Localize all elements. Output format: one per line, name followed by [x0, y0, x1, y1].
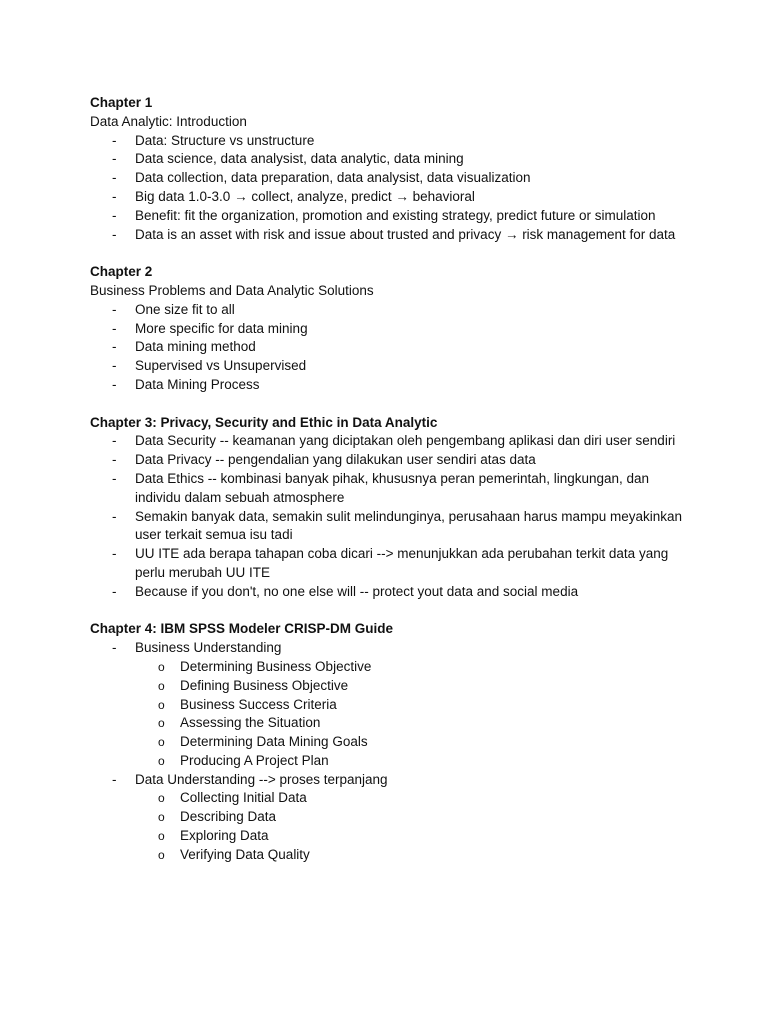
sub-list-item-text: Determining Business Objective [180, 658, 372, 674]
list-item [90, 320, 690, 339]
list-item-text: Data Understanding --> proses terpanjang [135, 771, 388, 787]
sub-list-item-text: Defining Business Objective [180, 677, 349, 693]
chapter-4-list [90, 639, 690, 865]
list-item-text: Data mining method [135, 339, 256, 355]
chapter-4-heading: Chapter 4: IBM SPSS Modeler CRISP-DM Guide [90, 621, 394, 637]
list-item-data-understanding [90, 771, 690, 865]
list-item-text: Big data 1.0-3.0 → collect, analyze, predict → behavioral [135, 188, 475, 204]
sub-list-item [135, 789, 690, 808]
sub-list-item [135, 733, 690, 752]
business-understanding-sublist [135, 658, 690, 771]
list-item-text: Data Ethics -- kombinasi banyak pihak, khususnya peran pemerintah, lingkungan, dan individu dalam sebuah atmosphere [135, 470, 650, 505]
list-item [90, 150, 690, 169]
circle-bullet: o [158, 659, 165, 674]
sub-list-item-text: Exploring Data [180, 828, 269, 844]
sub-list-item [135, 658, 690, 677]
dash-bullet: - [112, 508, 117, 524]
list-item-text: Data Security -- keamanan yang diciptakan oleh pengembang aplikasi dan diri user sendiri [135, 433, 676, 449]
list-item [90, 432, 690, 451]
dash-bullet: - [112, 226, 117, 242]
sub-list-item [135, 677, 690, 696]
list-item [90, 451, 690, 470]
document-page [90, 94, 690, 883]
list-item [90, 132, 690, 151]
list-item [90, 508, 690, 546]
dash-bullet: - [112, 132, 117, 148]
dash-bullet: - [112, 546, 117, 562]
chapter-2-subtitle: Business Problems and Data Analytic Solutions [90, 282, 374, 298]
list-item [90, 226, 690, 245]
sub-list-item [135, 808, 690, 827]
circle-bullet: o [158, 791, 165, 806]
list-item-text: Data Mining Process [135, 376, 260, 392]
chapter-3-heading: Chapter 3: Privacy, Security and Ethic in Data Analytic [90, 414, 438, 430]
list-item-text: Benefit: fit the organization, promotion and existing strategy, predict future or simulation [135, 207, 656, 223]
chapter-2-list [90, 301, 690, 395]
sub-list-item-text: Assessing the Situation [180, 715, 321, 731]
dash-bullet: - [112, 452, 117, 468]
circle-bullet: o [158, 829, 165, 844]
dash-bullet: - [112, 170, 117, 186]
list-item-text: Data Privacy -- pengendalian yang dilakukan user sendiri atas data [135, 452, 536, 468]
dash-bullet: - [112, 376, 117, 392]
dash-bullet: - [112, 640, 117, 656]
circle-bullet: o [158, 753, 165, 768]
dash-bullet: - [112, 151, 117, 167]
list-item [90, 545, 690, 583]
list-item [90, 188, 690, 207]
dash-bullet: - [112, 339, 117, 355]
dash-bullet: - [112, 207, 117, 223]
sub-list-item [135, 846, 690, 865]
circle-bullet: o [158, 716, 165, 731]
sub-list-item-text: Verifying Data Quality [180, 846, 310, 862]
sub-list-item-text: Collecting Initial Data [180, 790, 307, 806]
sub-list-item-text: Describing Data [180, 809, 277, 825]
circle-bullet: o [158, 697, 165, 712]
sub-list-item [135, 696, 690, 715]
chapter-3-list [90, 432, 690, 601]
list-item-text: Semakin banyak data, semakin sulit melindunginya, perusahaan harus mampu meyakinkan user terkait semua isu tadi [135, 508, 683, 543]
list-item-text: More specific for data mining [135, 320, 308, 336]
list-item-text: Data science, data analysist, data analytic, data mining [135, 151, 464, 167]
list-item [90, 338, 690, 357]
list-item-text: Data: Structure vs unstructure [135, 132, 315, 148]
list-item [90, 357, 690, 376]
sub-list-item [135, 714, 690, 733]
sub-list-item-text: Business Success Criteria [180, 696, 337, 712]
dash-bullet: - [112, 771, 117, 787]
list-item [90, 470, 690, 508]
circle-bullet: o [158, 810, 165, 825]
list-item-text: Because if you don't, no one else will -- protect yout data and social media [135, 583, 579, 599]
dash-bullet: - [112, 470, 117, 486]
list-item [90, 376, 690, 395]
list-item-business-understanding [90, 639, 690, 771]
chapter-4-section [90, 620, 690, 864]
list-item-text: Supervised vs Unsupervised [135, 358, 307, 374]
chapter-2-heading: Chapter 2 [90, 264, 153, 280]
chapter-2-section [90, 263, 690, 395]
chapter-1-heading: Chapter 1 [90, 95, 153, 110]
list-item-text: One size fit to all [135, 301, 235, 317]
sub-list-item-text: Producing A Project Plan [180, 752, 329, 768]
list-item [90, 301, 690, 320]
list-item-text: Business Understanding [135, 640, 282, 656]
chapter-1-section [90, 94, 690, 244]
dash-bullet: - [112, 188, 117, 204]
list-item [90, 169, 690, 188]
dash-bullet: - [112, 433, 117, 449]
dash-bullet: - [112, 583, 117, 599]
circle-bullet: o [158, 847, 165, 862]
chapter-1-list [90, 132, 690, 245]
sub-list-item-text: Determining Data Mining Goals [180, 734, 368, 750]
dash-bullet: - [112, 301, 117, 317]
list-item [90, 583, 690, 602]
dash-bullet: - [112, 320, 117, 336]
list-item [90, 207, 690, 226]
dash-bullet: - [112, 358, 117, 374]
sub-list-item [135, 752, 690, 771]
sub-list-item [135, 827, 690, 846]
list-item-text: UU ITE ada berapa tahapan coba dicari --> menunjukkan ada perubahan terkit data yang perlu merubah UU ITE [135, 546, 669, 580]
circle-bullet: o [158, 735, 165, 750]
chapter-3-section [90, 414, 690, 602]
data-understanding-sublist [135, 789, 690, 864]
circle-bullet: o [158, 678, 165, 693]
list-item-text: Data collection, data preparation, data analysist, data visualization [135, 170, 531, 186]
chapter-1-subtitle: Data Analytic: Introduction [90, 113, 247, 129]
list-item-text: Data is an asset with risk and issue about trusted and privacy → risk management for data [135, 226, 676, 242]
